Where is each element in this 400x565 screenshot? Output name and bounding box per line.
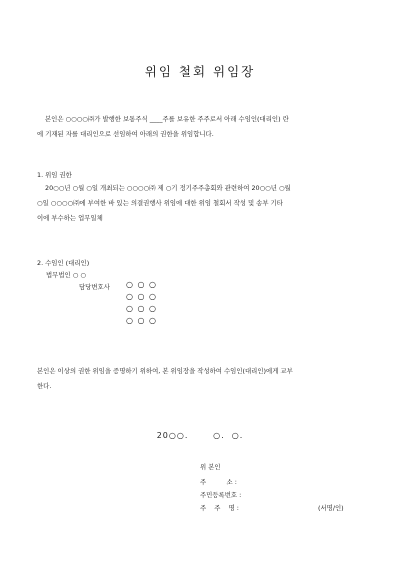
section1-heading: 1. 위임 권한 (37, 171, 72, 179)
section2-heading: 2. 수임인 (대리인) (37, 259, 90, 267)
lawyer-name-1: ○ ○ ○ (126, 280, 158, 289)
section1-line-2: ○일 ○○○○㈜에 부여한 바 있는 의결권행사 위임에 대한 위임 철회서 작성 및 송부 기타 (37, 199, 283, 207)
section1-line-1: 20○○년 ○월 ○일 개최되는 ○○○○㈜ 제 ○기 정기주주총회와 관련하여 20○○년 ○월 (45, 184, 291, 192)
lawyer-name-4: ○ ○ ○ (126, 316, 158, 325)
document-title: 위임 철회 위임장 (144, 64, 256, 79)
lawyer-name-3: ○ ○ ○ (126, 304, 158, 313)
law-firm-name: 법무법인 ○ ○ (46, 271, 86, 279)
shareholder-name-label: 주 주 명 : (200, 504, 239, 512)
lawyer-name-2: ○ ○ ○ (126, 292, 158, 301)
resident-number-label: 주민등록번호 : (200, 491, 242, 499)
section1-line-3: 이에 부수하는 업무일체 (37, 214, 103, 222)
closing-paragraph (37, 364, 367, 394)
signature-seal-label: (서명/인) (318, 504, 344, 512)
signatory-heading: 위 본인 (200, 463, 221, 471)
intro-line-2: 에 기재된 자를 대리인으로 선임하여 아래의 권한을 위임합니다. (37, 130, 214, 138)
closing-line-1: 본인은 이상의 권한 위임을 증명하기 위하여, 본 위임장을 작성하여 수임인(대리인)에게 교부 (37, 367, 293, 375)
address-label: 주 소 : (200, 478, 237, 486)
closing-line-2: 한다. (37, 382, 52, 390)
intro-paragraph (37, 112, 367, 142)
lawyer-label: 담당변호사 (79, 283, 110, 291)
section1-body (37, 181, 367, 226)
document-date: 20○○. ○. ○. (156, 431, 244, 440)
intro-line-1: 본인은 ○○○○㈜가 발행한 보통주식 ____주를 보유한 주주로서 아래 수임인(대리인) 란 (45, 115, 289, 123)
